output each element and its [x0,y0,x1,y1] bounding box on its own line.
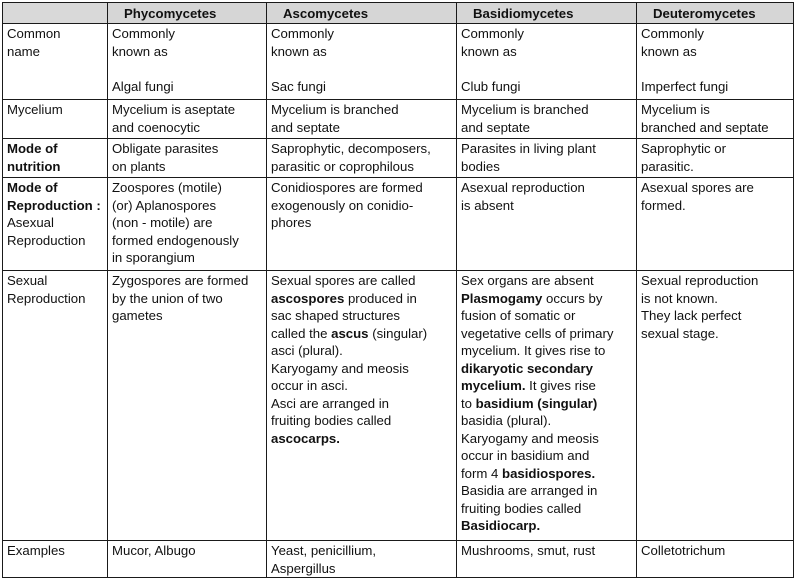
table-row-sexual-reproduction [3,271,794,541]
cell-text-line [461,360,633,378]
cell-text-line: Yeast, penicillium, [271,543,377,558]
cell-examples-phycomycetes [108,541,267,578]
cell-text-line: parasitic or coprophilous [271,158,414,174]
row-label-examples [3,541,108,578]
cell-text-line: on plants [112,158,166,174]
cell-nutrition-phycomycetes [108,139,267,178]
cell-text-line [271,430,453,448]
cell-text-line: known as [461,43,517,59]
cell-text-line: Reproduction [7,232,86,248]
cell-text-line: Karyogamy and meosis [461,430,599,446]
cell-text-line: Mycelium is branched [461,102,589,117]
cell-text-line: Reproduction [7,290,86,306]
text-run: (singular) [368,325,428,341]
table-row-asexual-reproduction [3,178,794,271]
cell-text-line [271,325,453,343]
cell-mycelium-basidiomycetes [457,100,637,139]
text-run: to [461,395,476,411]
cell-text-line: basidia (plural). [461,413,552,428]
cell-text-line: known as [112,43,168,59]
header-basidiomycetes: Basidiomycetes [457,3,637,24]
bold-term: Basidiocarp. [461,518,541,533]
line-spacer [271,60,453,78]
cell-text-line: is absent [461,197,514,213]
cell-examples-ascomycetes [267,541,457,578]
cell-text-line: is not known. [641,290,718,306]
cell-mycelium-phycomycetes [108,100,267,139]
cell-text-line: fruiting bodies called [461,500,582,516]
cell-text-line: occur in asci. [271,378,348,393]
cell-text-line: They lack perfect [641,308,742,323]
cell-text-line: known as [641,43,697,59]
cell-text-line: Mode of [7,180,58,195]
cell-asexual-basidiomycetes [457,178,637,271]
cell-sexual-ascomycetes [267,271,457,541]
cell-common-name-phycomycetes [108,24,267,100]
cell-text-line: sexual stage. [641,325,719,341]
cell-text-line: Commonly [641,26,705,41]
cell-text-line: bodies [461,158,500,174]
text-run: form 4 [461,465,503,481]
cell-text-line: Mucor, Albugo [112,543,196,558]
cell-text-line: nutrition [7,158,61,174]
cell-text-line: Sexual [7,273,48,288]
cell-text-line: Parasites in living plant [461,141,596,156]
cell-text-line: Zoospores (motile) [112,180,222,195]
text-run: produced in [344,290,417,306]
header-deuteromycetes: Deuteromycetes [637,3,794,24]
cell-text-line: fusion of somatic or [461,308,576,323]
cell-text-line: parasitic. [641,158,694,174]
table-row-mycelium [3,100,794,139]
cell-text-line: (or) Aplanospores [112,197,217,213]
cell-text-line: Sex organs are absent [461,273,594,288]
cell-nutrition-basidiomycetes [457,139,637,178]
cell-text-line: Mushrooms, smut, rust [461,543,596,558]
cell-text-line: Asexual reproduction [461,180,585,195]
cell-text-line: Sexual spores are called [271,273,416,288]
cell-text-line: Asci are arranged in [271,395,390,411]
bold-term: mycelium. [461,378,526,393]
bold-term: basidiospores. [502,465,596,481]
row-label-common-name [3,24,108,100]
text-run: It gives rise [525,378,596,393]
cell-text-line: phores [271,215,312,230]
cell-text-line: and coenocytic [112,119,200,135]
cell-asexual-ascomycetes [267,178,457,271]
cell-text-line: Conidiospores are formed [271,180,423,195]
table-row-examples [3,541,794,578]
cell-nutrition-deuteromycetes [637,139,794,178]
cell-text-line: Obligate parasites [112,141,219,156]
bold-term: basidium (singular) [475,395,598,411]
cell-mycelium-deuteromycetes [637,100,794,139]
cell-examples-basidiomycetes [457,541,637,578]
cell-text-line: and septate [271,119,340,135]
fungi-comparison-table [2,2,794,578]
cell-text-line: vegetative cells of primary [461,325,614,341]
cell-text-line: Commonly [271,26,335,41]
cell-text-line: Algal fungi [112,78,174,94]
cell-text-line [461,377,633,395]
text-run: called the [271,325,332,341]
cell-asexual-phycomycetes [108,178,267,271]
cell-text-line: asci (plural). [271,343,343,358]
header-phycomycetes: Phycomycetes [108,3,267,24]
cell-text-line: Mycelium [7,102,63,117]
cell-text-line: Imperfect fungi [641,78,729,94]
cell-text-line [461,465,633,483]
cell-text-line: (non - motile) are [112,215,213,230]
bold-term: ascus [331,325,369,341]
cell-text-line: name [7,43,40,59]
table-row-common-name [3,24,794,100]
cell-text-line: Mode of [7,141,58,156]
cell-text-line: Mycelium is [641,102,710,117]
line-spacer [112,60,263,78]
cell-text-line: Karyogamy and meosis [271,360,409,376]
cell-sexual-phycomycetes [108,271,267,541]
cell-common-name-ascomycetes [267,24,457,100]
cell-text-line: Zygospores are formed [112,273,249,288]
cell-text-line: gametes [112,308,163,323]
cell-text-line [271,290,453,308]
cell-sexual-basidiomycetes [457,271,637,541]
cell-text-line: Examples [7,543,65,558]
table-header [3,3,794,24]
cell-text-line: Asexual [7,215,54,230]
cell-text-line: Common [7,26,61,41]
cell-text-line: in sporangium [112,250,195,265]
cell-text-line [461,517,633,535]
cell-text-line: Saprophytic, decomposers, [271,141,431,156]
cell-sexual-deuteromycetes [637,271,794,541]
cell-text-line: Aspergillus [271,560,336,576]
cell-text-line: fruiting bodies called [271,413,392,428]
cell-text-line: by the union of two [112,290,223,306]
cell-examples-deuteromycetes [637,541,794,578]
cell-text-line: Club fungi [461,78,521,94]
cell-nutrition-ascomycetes [267,139,457,178]
text-run: occurs by [542,290,603,306]
cell-text-line: Reproduction : [7,197,101,213]
bold-term: dikaryotic secondary [461,360,593,376]
cell-text-line: occur in basidium and [461,448,590,463]
cell-text-line [461,290,633,308]
row-label-asexual-reproduction [3,178,108,271]
cell-text-line: exogenously on conidio- [271,197,414,213]
line-spacer [641,60,790,78]
cell-text-line [461,395,633,413]
cell-text-line: branched and septate [641,119,769,135]
cell-text-line: Asexual spores are [641,180,754,195]
row-label-mode-of-nutrition [3,139,108,178]
header-corner-cell [3,3,108,24]
cell-text-line: Mycelium is aseptate [112,102,236,117]
cell-text-line: Sexual reproduction [641,273,759,288]
table-body [3,24,794,578]
cell-mycelium-ascomycetes [267,100,457,139]
row-label-mycelium [3,100,108,139]
bold-term: ascocarps. [271,430,340,446]
cell-text-line: and septate [461,119,530,135]
cell-common-name-basidiomycetes [457,24,637,100]
cell-text-line: Sac fungi [271,78,326,94]
bold-term: Plasmogamy [461,290,543,306]
bold-term: ascospores [271,290,345,306]
cell-text-line: Commonly [112,26,176,41]
cell-text-line: mycelium. It gives rise to [461,343,606,358]
cell-text-line: Colletotrichum [641,543,726,558]
cell-text-line: Mycelium is branched [271,102,399,117]
line-spacer [461,60,633,78]
cell-text-line: Commonly [461,26,525,41]
row-label-sexual-reproduction [3,271,108,541]
cell-text-line: Saprophytic or [641,141,727,156]
cell-text-line: formed. [641,197,686,213]
cell-common-name-deuteromycetes [637,24,794,100]
cell-text-line: formed endogenously [112,232,239,248]
cell-text-line: sac shaped structures [271,308,401,323]
header-ascomycetes: Ascomycetes [267,3,457,24]
table-row-mode-of-nutrition [3,139,794,178]
header-row [3,3,794,24]
cell-asexual-deuteromycetes [637,178,794,271]
cell-text-line: known as [271,43,327,59]
cell-text-line: Basidia are arranged in [461,483,598,498]
